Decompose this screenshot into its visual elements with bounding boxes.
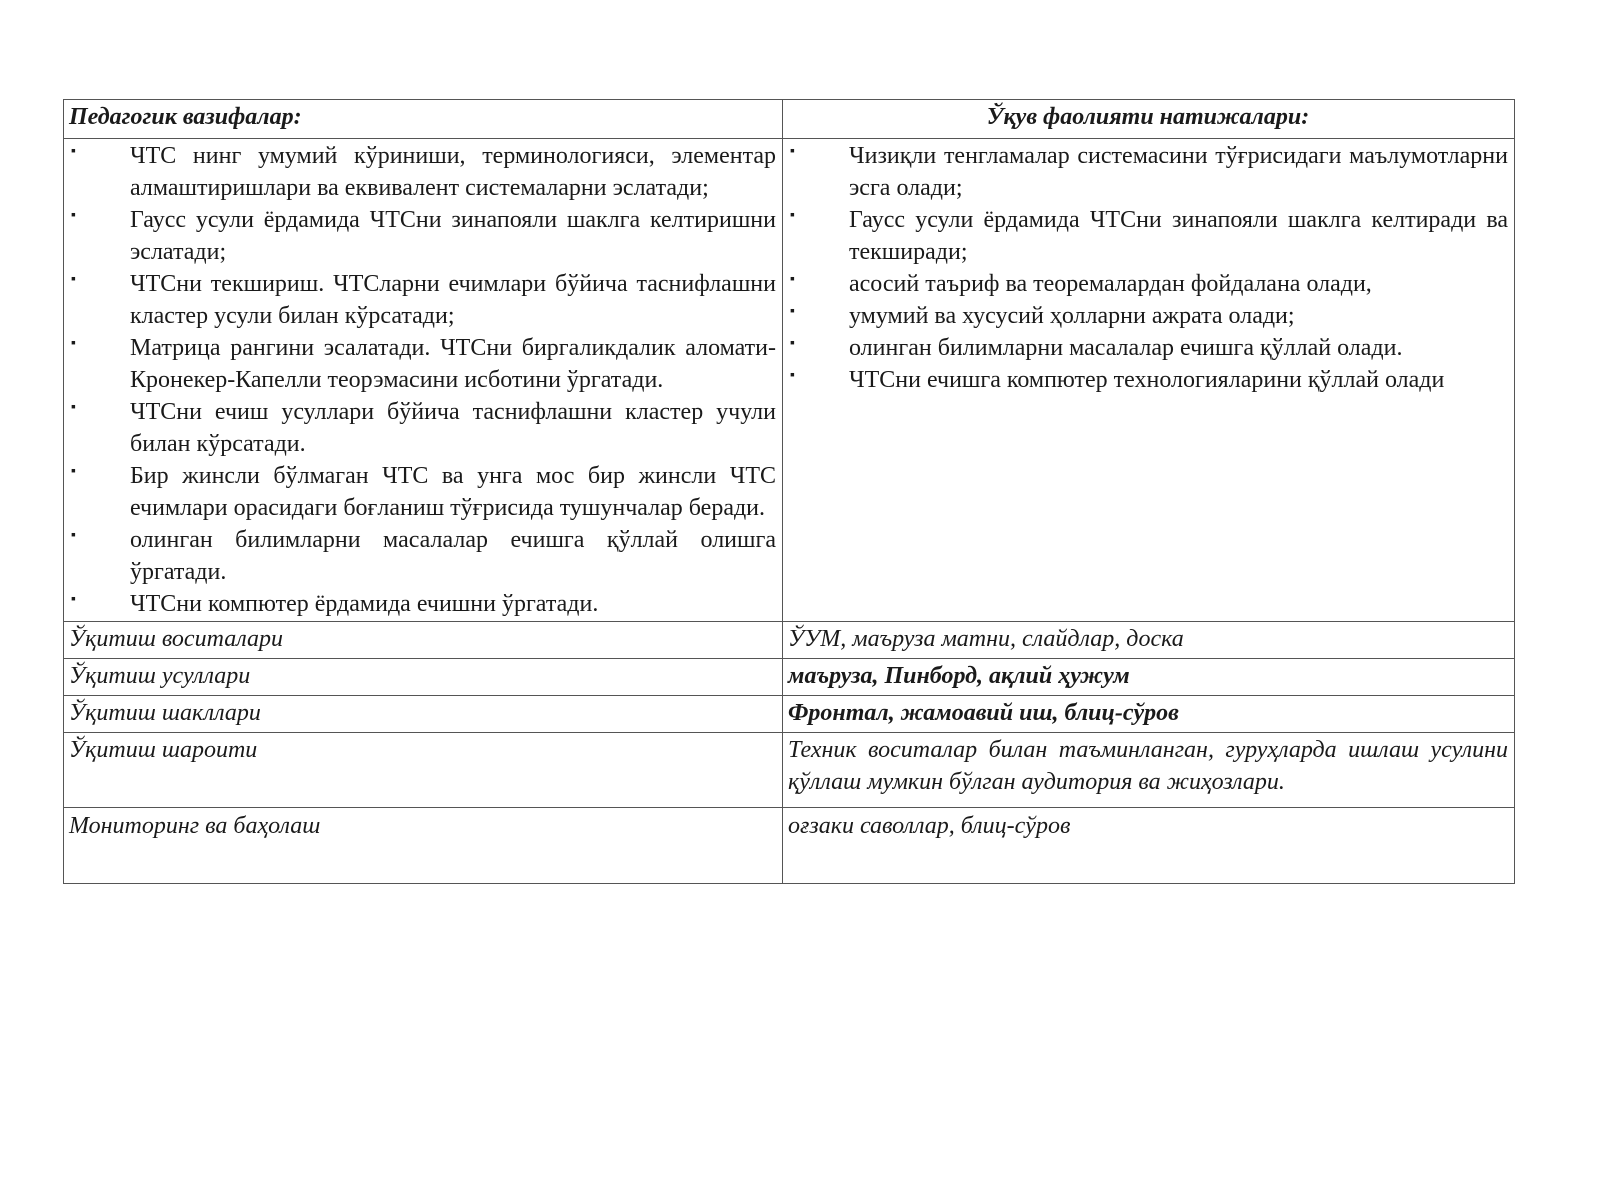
task-item: ▪ ЧТСни компютер ёрдамида ечишни ўргатади. [69,588,776,620]
row-value: ЎУМ, маъруза матни, слайдлар, доска [783,622,1515,659]
teaching-tools-row [64,622,1515,659]
bullet-icon: ▪ [71,592,76,607]
teaching-forms-row [64,696,1515,733]
bullet-icon: ▪ [790,208,795,223]
task-item: ▪ ЧТСни ечиш усуллари бўйича таснифлашни кластер учули билан кўрсатади. [69,396,776,460]
header-learning-outcomes: Ўқув фаолияти натижалари: [783,100,1515,139]
lesson-plan-table [63,99,1515,884]
task-item: ▪ ЧТСни текшириш. ЧТСларни ечимлари бўйича таснифлашни кластер усули билан кўрсатади; [69,268,776,332]
task-item: ▪ Гаусс усули ёрдамида ЧТСни зинапояли шаклга келтиришни эслатади; [69,204,776,268]
outcome-item: ▪ олинган билимларни масалалар ечишга қўллай олади. [788,332,1508,364]
header-row [64,100,1515,139]
bullet-icon: ▪ [790,272,795,287]
teaching-conditions-row [64,733,1515,808]
row-label: Мониторинг ва баҳолаш [64,808,783,884]
row-label: Ўқитиш усуллари [64,659,783,696]
task-item: ▪ Матрица рангини эсалатади. ЧТСни биргаликдалик аломати- Кронекер-Капелли теорэмасини исботини ўргатади. [69,332,776,396]
task-item: ▪ олинган билимларни масалалар ечишга қўллай олишга ўргатади. [69,524,776,588]
bullet-icon: ▪ [71,464,76,479]
bullet-icon: ▪ [790,368,795,383]
bullet-icon: ▪ [790,336,795,351]
header-pedagogical-tasks: Педагогик вазифалар: [64,100,783,139]
bullet-icon: ▪ [71,336,76,351]
row-value: Техник воситалар билан таъминланган, гуруҳларда ишлаш усулини қўллаш мумкин бўлган аудитория ва жиҳозлари. [783,733,1515,808]
bullet-icon: ▪ [71,528,76,543]
task-item: ▪ Бир жинсли бўлмаган ЧТС ва унга мос бир жинсли ЧТС ечимлари орасидаги боғланиш тўғрисида тушунчалар беради. [69,460,776,524]
monitoring-row [64,808,1515,884]
tasks-cell [64,139,783,622]
row-label: Ўқитиш шакллари [64,696,783,733]
task-item: ▪ ЧТС нинг умумий кўриниши, терминологияси, элементар алмаштиришлари ва еквивалент системаларни эслатади; [69,140,776,204]
tasks-outcomes-row [64,139,1515,622]
bullet-icon: ▪ [71,272,76,287]
outcome-item: ▪ Гаусс усули ёрдамида ЧТСни зинапояли шаклга келтиради ва текширади; [788,204,1508,268]
bullet-icon: ▪ [790,144,795,159]
bullet-icon: ▪ [71,400,76,415]
bullet-icon: ▪ [790,304,795,319]
row-value: маъруза, Пинборд, ақлий ҳужум [783,659,1515,696]
row-value: Фронтал, жамоавий иш, блиц-сўров [783,696,1515,733]
bullet-icon: ▪ [71,208,76,223]
outcome-item: ▪ асосий таъриф ва теоремалардан фойдалана олади, [788,268,1508,300]
outcomes-cell [783,139,1515,622]
teaching-methods-row [64,659,1515,696]
bullet-icon: ▪ [71,144,76,159]
outcome-item: ▪ Чизиқли тенгламалар системасини тўғрисидаги маълумотларни эсга олади; [788,140,1508,204]
tasks-list [69,140,776,620]
row-label: Ўқитиш шароити [64,733,783,808]
outcome-item: ▪ умумий ва хусусий ҳолларни ажрата олади; [788,300,1508,332]
outcomes-list [788,140,1508,396]
row-value: оғзаки саволлар, блиц-сўров [783,808,1515,884]
row-label: Ўқитиш воситалари [64,622,783,659]
outcome-item: ▪ ЧТСни ечишга компютер технологияларини қўллай олади [788,364,1508,396]
